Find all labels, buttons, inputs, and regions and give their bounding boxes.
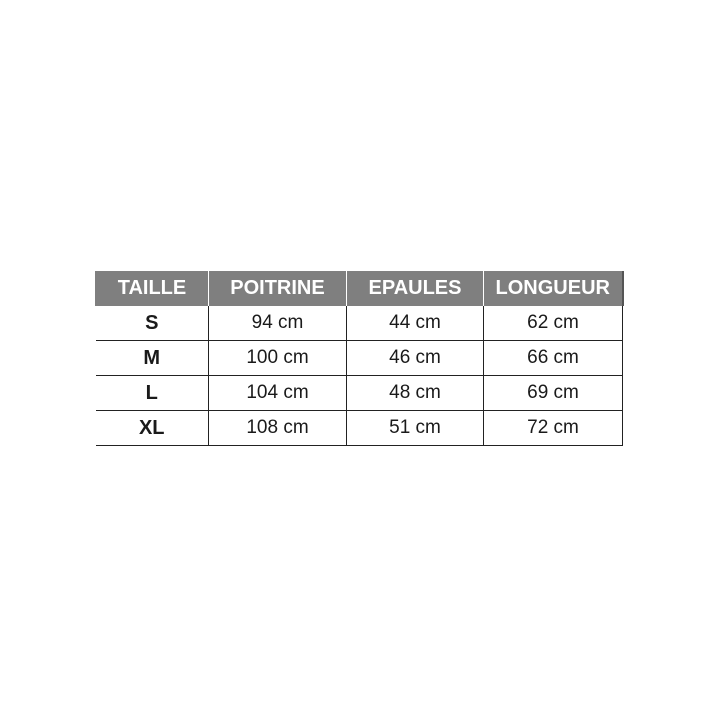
size-label: XL [96,411,209,446]
epaules-value: 48 cm [347,376,484,411]
size-label: S [96,306,209,341]
size-label: L [96,376,209,411]
epaules-value: 44 cm [347,306,484,341]
longueur-value: 72 cm [484,411,623,446]
size-label: M [96,341,209,376]
poitrine-value: 94 cm [209,306,347,341]
poitrine-value: 100 cm [209,341,347,376]
size-table [95,271,624,446]
epaules-value: 46 cm [347,341,484,376]
epaules-value: 51 cm [347,411,484,446]
longueur-value: 69 cm [484,376,623,411]
table-header-row [96,271,623,306]
header-taille: TAILLE [96,271,209,306]
longueur-value: 66 cm [484,341,623,376]
longueur-value: 62 cm [484,306,623,341]
poitrine-value: 104 cm [209,376,347,411]
header-poitrine: POITRINE [209,271,347,306]
poitrine-value: 108 cm [209,411,347,446]
table-row [96,411,623,446]
table-row [96,306,623,341]
table-row [96,376,623,411]
header-longueur: LONGUEUR [484,271,623,306]
table-row [96,341,623,376]
header-epaules: EPAULES [347,271,484,306]
